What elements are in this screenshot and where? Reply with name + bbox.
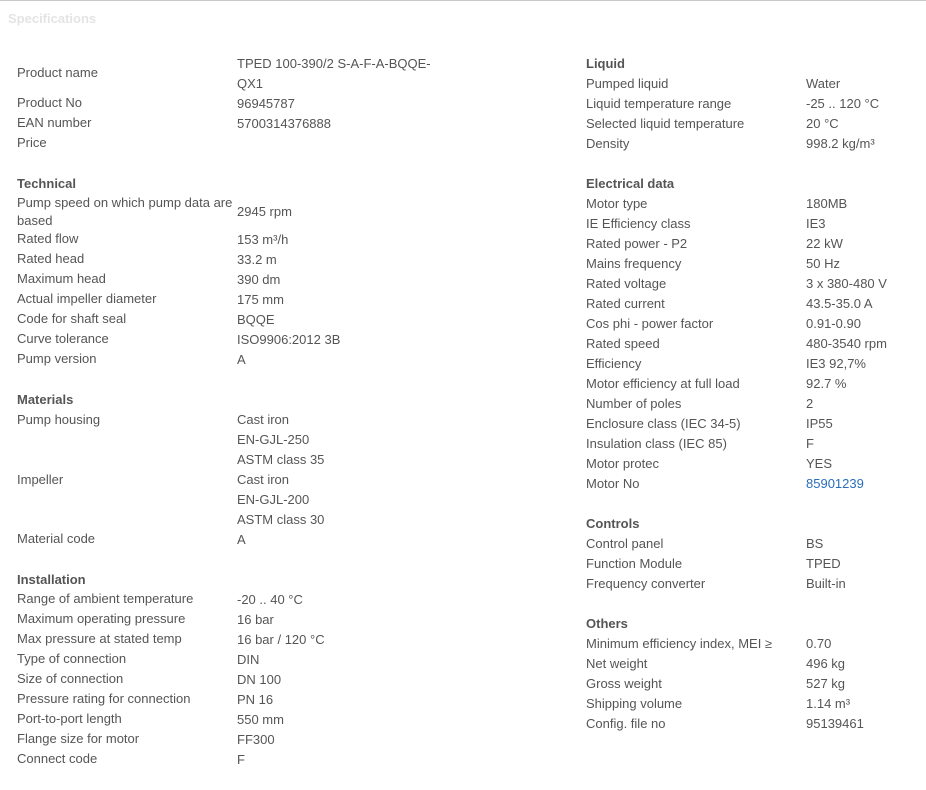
spec-value: [237, 54, 447, 94]
technical-rows: [17, 230, 447, 370]
spec-value: 390 dm: [237, 272, 281, 287]
spec-row: [17, 330, 447, 350]
spec-label: Material code: [17, 531, 96, 546]
spec-row: [586, 214, 916, 234]
spec-label: Size of connection: [17, 671, 124, 686]
spec-value: 5700314376888: [237, 116, 331, 131]
spec-label: IE Efficiency class: [586, 216, 691, 231]
spec-row: [17, 310, 447, 330]
spec-row: [17, 670, 447, 690]
spec-value: -20 .. 40 °C: [237, 592, 303, 607]
spec-row: [586, 254, 916, 274]
spec-row: [586, 334, 916, 354]
spec-value-line: Cast iron: [237, 472, 290, 487]
spec-label: Insulation class (IEC 85): [586, 436, 727, 451]
spec-value: 95139461: [806, 716, 864, 731]
spec-label: Shipping volume: [586, 696, 683, 711]
spec-row-pump-housing: [17, 410, 447, 470]
spec-row: [586, 294, 916, 314]
top-divider: [0, 0, 926, 1]
spec-label: Motor efficiency at full load: [586, 376, 740, 391]
spec-label: Range of ambient temperature: [17, 591, 194, 606]
section-title: Controls: [586, 516, 640, 531]
spec-value: 153 m³/h: [237, 232, 289, 247]
spec-value-line: EN-GJL-250: [237, 432, 310, 447]
section-title: Materials: [17, 392, 74, 407]
spec-label: Frequency converter: [586, 576, 706, 591]
spec-row: [586, 314, 916, 334]
spec-label: Maximum operating pressure: [17, 611, 186, 626]
spec-label: Motor protec: [586, 456, 659, 471]
spec-value: ISO9906:2012 3B: [237, 332, 341, 347]
spec-value: [237, 470, 447, 530]
spec-label: Product name: [17, 65, 98, 80]
spec-value: Built-in: [806, 576, 846, 591]
spec-label: Density: [586, 136, 630, 151]
spec-value: 527 kg: [806, 676, 846, 691]
spec-label: Efficiency: [586, 356, 642, 371]
spec-value: IP55: [806, 416, 833, 431]
spec-row: [17, 230, 447, 250]
spec-value: FF300: [237, 732, 275, 747]
spec-row-pump-speed: [17, 194, 447, 230]
spec-row: [586, 454, 916, 474]
spec-value: -25 .. 120 °C: [806, 96, 880, 111]
spec-row: [586, 194, 916, 214]
spec-row: [586, 394, 916, 414]
spec-label: Curve tolerance: [17, 331, 109, 346]
spec-row: [17, 350, 447, 370]
spec-label: Config. file no: [586, 716, 666, 731]
spec-label: Motor No: [586, 476, 640, 491]
spec-row: [586, 714, 916, 734]
spec-row: [586, 114, 916, 134]
spec-label: Enclosure class (IEC 34-5): [586, 416, 741, 431]
spec-value: F: [806, 436, 814, 451]
spec-row: [586, 234, 916, 254]
motor-no-link[interactable]: 85901239: [806, 476, 864, 491]
spec-label: Pressure rating for connection: [17, 691, 191, 706]
technical-section: [17, 174, 447, 370]
spec-label: Motor type: [586, 196, 648, 211]
spec-row-material-code: [17, 530, 447, 550]
spec-value: IE3: [806, 216, 826, 231]
spec-label: Pumped liquid: [586, 76, 669, 91]
general-section: [17, 54, 447, 154]
spec-value: 50 Hz: [806, 256, 840, 271]
section-title: Others: [586, 616, 628, 631]
materials-section: [17, 390, 447, 550]
spec-value: 96945787: [237, 96, 295, 111]
right-column: [586, 54, 916, 754]
spec-value-line: ASTM class 30: [237, 512, 325, 527]
spec-value: YES: [806, 456, 833, 471]
spec-value: 3 x 380-480 V: [806, 276, 887, 291]
section-title: Technical: [17, 176, 77, 191]
spec-label: Pump version: [17, 351, 97, 366]
spec-row: [586, 434, 916, 454]
spec-label: Mains frequency: [586, 256, 682, 271]
spec-label: Minimum efficiency index, MEI ≥: [586, 636, 773, 651]
spec-row-price: [17, 134, 447, 154]
spec-label: Function Module: [586, 556, 683, 571]
spec-value: 2: [806, 396, 814, 411]
spec-label: Rated head: [17, 251, 85, 266]
spec-value: TPED: [806, 556, 841, 571]
spec-row-product-no: [17, 94, 447, 114]
spec-value: 2945 rpm: [237, 204, 292, 219]
spec-label: Max pressure at stated temp: [17, 631, 182, 646]
spec-label: Selected liquid temperature: [586, 116, 745, 131]
spec-value: 20 °C: [806, 116, 839, 131]
spec-row-ean: [17, 114, 447, 134]
spec-value: 480-3540 rpm: [806, 336, 887, 351]
spec-row: [586, 74, 916, 94]
spec-row: [17, 690, 447, 710]
spec-label: Rated current: [586, 296, 665, 311]
left-column: [17, 54, 447, 790]
spec-label: Impeller: [17, 472, 64, 487]
spec-row: [17, 590, 447, 610]
spec-label: Rated power - P2: [586, 236, 688, 251]
spec-row: [586, 414, 916, 434]
installation-section: [17, 570, 447, 770]
spec-label: Net weight: [586, 656, 648, 671]
spec-row: [17, 710, 447, 730]
spec-value: [237, 410, 447, 470]
spec-row: [17, 750, 447, 770]
spec-value: 175 mm: [237, 292, 284, 307]
spec-row: [586, 94, 916, 114]
page-title: Specifications: [8, 11, 97, 26]
spec-label: Cos phi - power factor: [586, 316, 714, 331]
spec-label: Liquid temperature range: [586, 96, 732, 111]
spec-label-line: based: [17, 213, 53, 228]
spec-label: Rated flow: [17, 231, 79, 246]
spec-value: 92.7 %: [806, 376, 847, 391]
spec-row: [17, 290, 447, 310]
spec-value: IE3 92,7%: [806, 356, 866, 371]
spec-label: EAN number: [17, 115, 92, 130]
spec-value: DN 100: [237, 672, 282, 687]
spec-label: Control panel: [586, 536, 664, 551]
spec-label: Gross weight: [586, 676, 662, 691]
spec-value: 43.5-35.0 A: [806, 296, 873, 311]
spec-label: Type of connection: [17, 651, 127, 666]
spec-value: A: [237, 352, 246, 367]
section-title: Liquid: [586, 56, 625, 71]
spec-row: [586, 574, 916, 594]
section-title: Installation: [17, 572, 86, 587]
spec-row: [17, 250, 447, 270]
section-title: Electrical data: [586, 176, 675, 191]
spec-value-line: EN-GJL-200: [237, 492, 310, 507]
spec-row: [586, 354, 916, 374]
spec-value: 16 bar: [237, 612, 274, 627]
spec-label: Rated voltage: [586, 276, 667, 291]
spec-row: [586, 674, 916, 694]
spec-label: Product No: [17, 95, 83, 110]
spec-value: 550 mm: [237, 712, 284, 727]
spec-label: Rated speed: [586, 336, 660, 351]
spec-value: BS: [806, 536, 824, 551]
spec-value-line: QX1: [237, 76, 264, 91]
spec-row: [17, 630, 447, 650]
spec-row-product-name: [17, 54, 447, 94]
spec-label: Number of poles: [586, 396, 682, 411]
spec-label: Price: [17, 135, 47, 150]
spec-row: [17, 610, 447, 630]
spec-label: Maximum head: [17, 271, 106, 286]
spec-value: 22 kW: [806, 236, 843, 251]
spec-value: 0.70: [806, 636, 832, 651]
controls-section: [586, 514, 916, 594]
spec-value: [237, 134, 447, 154]
spec-value-line: Cast iron: [237, 412, 290, 427]
spec-value: F: [237, 752, 245, 767]
spec-label: Port-to-port length: [17, 711, 122, 726]
spec-value: 496 kg: [806, 656, 846, 671]
spec-label: [17, 194, 237, 230]
spec-row: [17, 730, 447, 750]
spec-label: Connect code: [17, 751, 98, 766]
spec-row: [586, 654, 916, 674]
spec-value: A: [237, 532, 246, 547]
spec-value: 180MB: [806, 196, 848, 211]
spec-value: BQQE: [237, 312, 275, 327]
spec-label-line: Pump speed on which pump data are: [17, 195, 233, 210]
spec-value: DIN: [237, 652, 260, 667]
spec-value: Water: [806, 76, 841, 91]
spec-row-impeller: [17, 470, 447, 530]
spec-row-motor-no: [586, 474, 916, 494]
spec-row: [586, 134, 916, 154]
spec-label: Actual impeller diameter: [17, 291, 157, 306]
spec-value: 0.91-0.90: [806, 316, 861, 331]
spec-value: 16 bar / 120 °C: [237, 632, 325, 647]
spec-row: [586, 554, 916, 574]
spec-row: [586, 274, 916, 294]
spec-value: 33.2 m: [237, 252, 277, 267]
spec-value-line: ASTM class 35: [237, 452, 325, 467]
spec-value: PN 16: [237, 692, 274, 707]
spec-label: Flange size for motor: [17, 731, 140, 746]
spec-row: [17, 270, 447, 290]
spec-label: Pump housing: [17, 412, 101, 427]
spec-row: [17, 650, 447, 670]
spec-value: 1.14 m³: [806, 696, 851, 711]
spec-value-line: TPED 100-390/2 S-A-F-A-BQQE-: [237, 56, 431, 71]
spec-row: [586, 374, 916, 394]
spec-row: [586, 534, 916, 554]
electrical-section: [586, 174, 916, 494]
others-section: [586, 614, 916, 734]
spec-row: [586, 634, 916, 654]
spec-label: Code for shaft seal: [17, 311, 127, 326]
liquid-section: [586, 54, 916, 154]
spec-value: 998.2 kg/m³: [806, 136, 875, 151]
spec-row: [586, 694, 916, 714]
